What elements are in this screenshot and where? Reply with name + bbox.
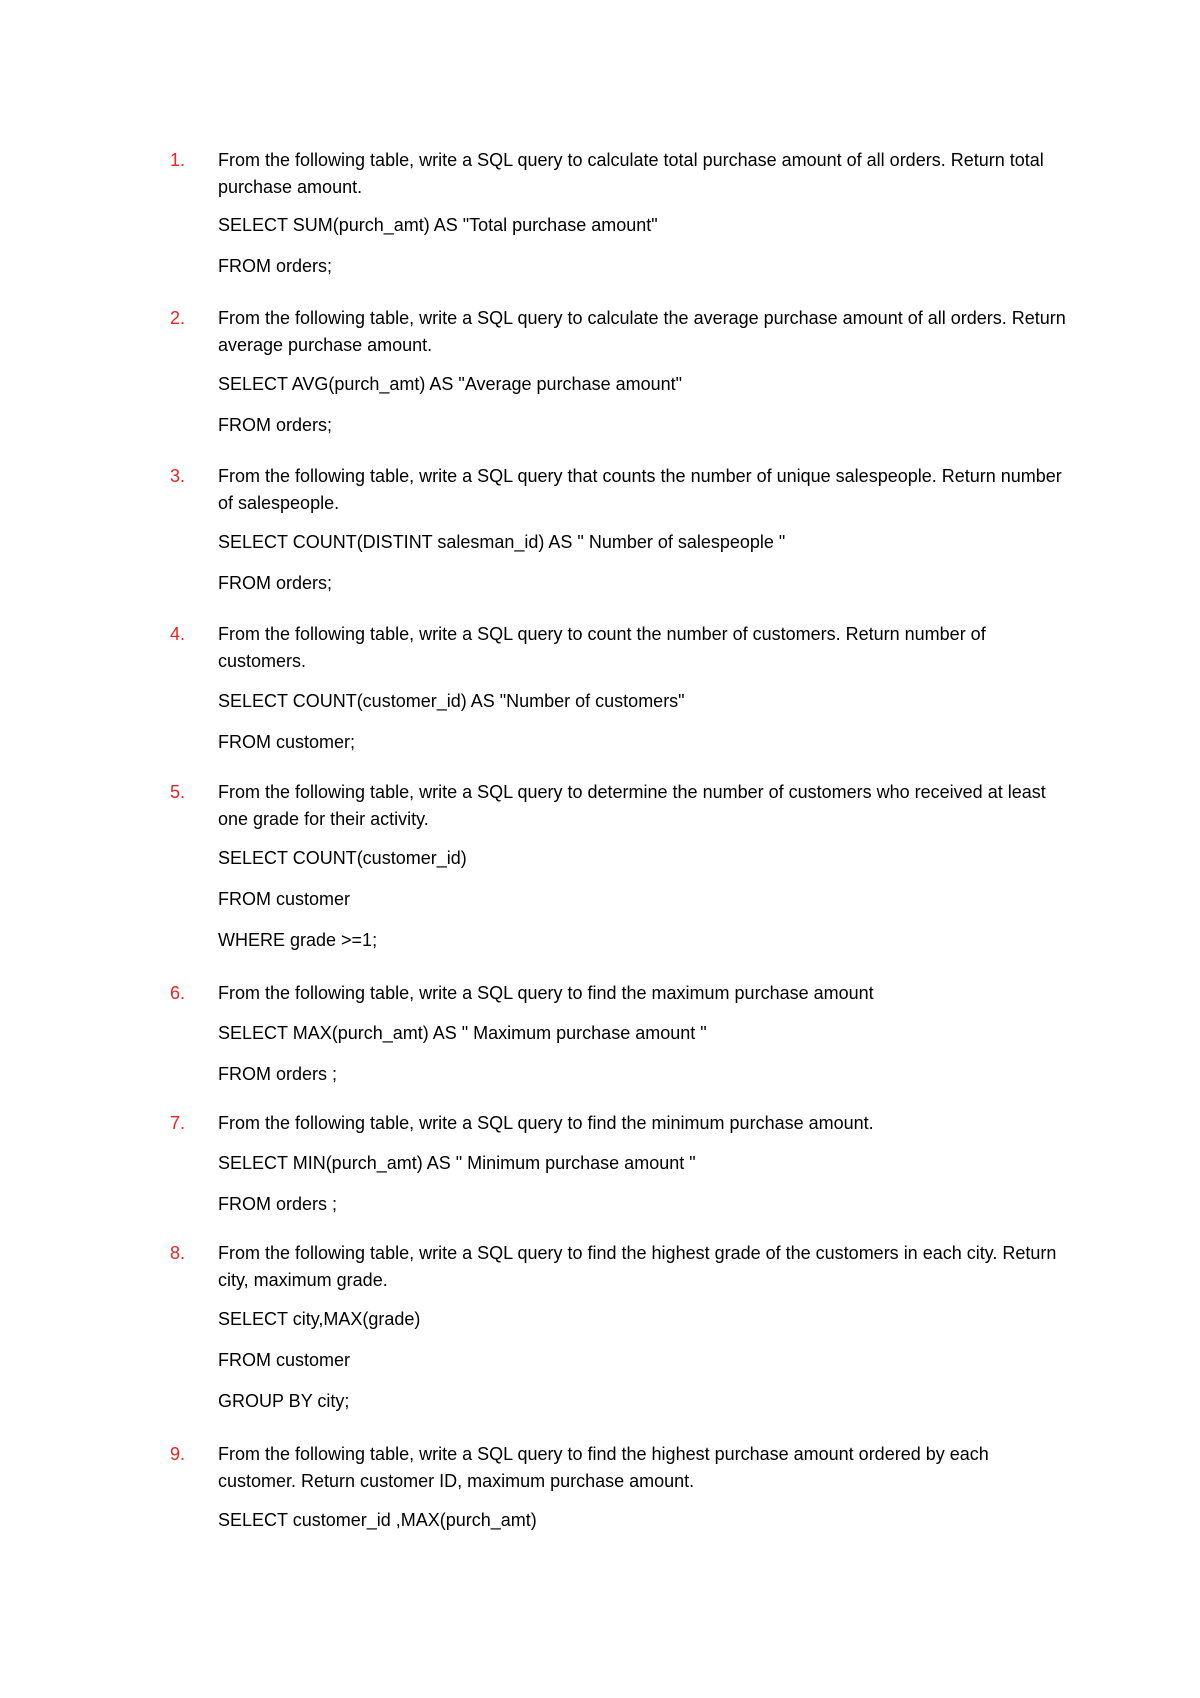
exercise-number: 8.	[170, 1243, 186, 1263]
exercise-number: 4.	[170, 624, 186, 644]
exercise-number: 1.	[170, 150, 186, 170]
sql-line: GROUP BY city;	[218, 1391, 350, 1411]
exercise-number: 5.	[170, 782, 186, 802]
sql-line: SELECT customer_id ,MAX(purch_amt)	[218, 1510, 537, 1530]
sql-line: FROM customer	[218, 889, 351, 909]
exercise-question: From the following table, write a SQL query to determine the number of customers who received at least one grade for their activity.	[218, 782, 1046, 829]
sql-line: FROM orders;	[218, 256, 333, 276]
sql-line: FROM customer;	[218, 732, 356, 752]
exercise-number: 9.	[170, 1444, 186, 1464]
exercise-question: From the following table, write a SQL query to count the number of customers. Return number of customers.	[218, 624, 986, 671]
exercise-number: 7.	[170, 1113, 186, 1133]
sql-line: SELECT MAX(purch_amt) AS " Maximum purchase amount "	[218, 1023, 707, 1043]
sql-line: SELECT MIN(purch_amt) AS " Minimum purchase amount "	[218, 1153, 696, 1173]
sql-line: FROM orders ;	[218, 1064, 338, 1084]
exercise-question: From the following table, write a SQL query to calculate total purchase amount of all orders. Return total purchase amount.	[218, 150, 1044, 197]
sql-line: SELECT city,MAX(grade)	[218, 1309, 421, 1329]
exercise-number: 6.	[170, 983, 186, 1003]
exercise-number: 3.	[170, 466, 186, 486]
sql-line: FROM orders;	[218, 573, 333, 593]
exercise-question: From the following table, write a SQL query to calculate the average purchase amount of all orders. Return average purchase amount.	[218, 308, 1066, 355]
sql-line: SELECT COUNT(DISTINT salesman_id) AS " Number of salespeople "	[218, 532, 786, 552]
exercise-question: From the following table, write a SQL query to find the highest grade of the customers in each city. Return city, maximum grade.	[218, 1243, 1057, 1290]
sql-line: SELECT COUNT(customer_id) AS "Number of customers"	[218, 691, 685, 711]
exercise-question: From the following table, write a SQL query to find the minimum purchase amount.	[218, 1113, 874, 1133]
sql-line: SELECT COUNT(customer_id)	[218, 848, 467, 868]
exercise-question: From the following table, write a SQL query to find the highest purchase amount ordered by each customer. Return customer ID, maximum purchase amount.	[218, 1444, 989, 1491]
exercise-question: From the following table, write a SQL query that counts the number of unique salespeople. Return number of salespeople.	[218, 466, 1062, 513]
sql-line: FROM customer	[218, 1350, 351, 1370]
sql-line: FROM orders ;	[218, 1194, 338, 1214]
sql-line: FROM orders;	[218, 415, 333, 435]
exercise-number: 2.	[170, 308, 186, 328]
sql-line: WHERE grade >=1;	[218, 930, 378, 950]
exercise-question: From the following table, write a SQL query to find the maximum purchase amount	[218, 983, 874, 1003]
sql-line: SELECT AVG(purch_amt) AS "Average purchase amount"	[218, 374, 683, 394]
sql-line: SELECT SUM(purch_amt) AS "Total purchase amount"	[218, 215, 658, 235]
